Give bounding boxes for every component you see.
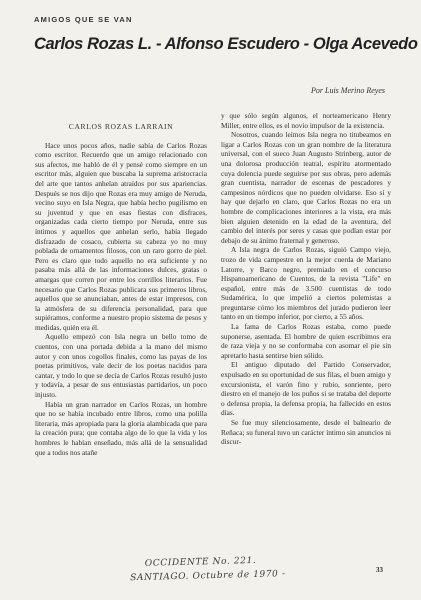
paragraph: Había un gran narrador en Carlos Rozas, un hombre que no se había incubado entre libros, como una polilla literaria, más apropiada para la gloria alambicada que para la creación pura; que contaba algo de lo que la vida y los hombres le habían enseñado, más allá de la sensualidad que a todos nos atañe [35,399,207,457]
page-number: 33 [376,566,383,574]
paragraph: Nosotros, cuando leímos Isla negra no titubeamos en ligar a Carlos Rozas con un gran nombre de la literatura universal, con el sueco Juan Augusto Strinberg, autor de una dolorosa producción teatral, espíritu atormentado cuya dolencia puede seguirse por sus obras, pero además gran cuentista, narrador de escenas de pescadores y campesinos nórdicos que no pueden olvidarse. Eso sí y hay que dejarlo en claro, que Carlos Rozas no era un hombre de complicaciones interiores a la vista, era más bien alguien detenido en la edad de la aventura, del cambio del interés por seres y casas que podían estar por debajo de su ánimo fraternal y generoso. [221,130,391,245]
section-header: AMIGOS QUE SE VAN [34,15,133,24]
handwritten-line-2: SANTIAGO. Octubre de 1970 - [130,569,286,584]
paragraph: A Isla negra de Carlos Rozas, siguió Campo viejo, trozo de vida campestre en la mejor cuerda de Mariano Latorre, y Barco negro, premiado en el concurso Hispanoamericano de Cuentos, de la revista "Life" en español, entre más de 3.500 cuentistas de todo Sudamérica, lo que impelió a ciertos polemistas a preguntarse cómo los miembros del jurado pudieron leer tanto en un tiempo inferior, por cierto, a 55 años. [221,245,391,322]
paragraph: Se fue muy silenciosamente, desde el balneario de Reñaca; su funeral tuvo un carácter íntimo sin anuncios ni discur- [221,418,391,447]
paragraph: Aquello empezó con Isla negra un bello tomo de cuentos, con una portada debida a la mano del mismo autor y con unos cogollos finales, como las payas de los poetas primitivos, vale decir de los poetas nacidos para cantar, y todo lo que se decía de Carlos Rozas resultó justo y todavía, a pesar de sus entusiastas partidarios, un poco injusto. [35,332,207,400]
paragraph: El antiguo diputado del Partido Conservador, expulsado en su oportunidad de sus filas, el buen amigo y excursionista, el varón fino y rubio, sonriente, pero diestro en el manejo de los puños si se trataba del deporte o defensa propia, la defensa propia, ha fallecido en estos días. [221,360,391,418]
paragraph: La fama de Carlos Rozas estaba, como puede suponerse, asentada. El hombre de quien escribimos era de raza vieja y no se conformaba con asomar el pie sin apretarlo hasta sentirse bien sólido. [221,322,391,360]
article-byline: Por Luis Merino Reyes [311,86,385,95]
handwritten-source-note [130,555,286,584]
handwritten-line-1: OCCIDENTE No. 221. [144,555,257,569]
paragraph: y que sólo según algunos, el norteamericano Henry Miller, entre ellos, es el novio impulsor de la existencia. [221,111,391,130]
article-title: Carlos Rozas L. - Alfonso Escudero - Olga Acevedo [34,35,418,53]
left-column [35,122,207,457]
paragraph: Hace unos pocos años, nadie sabía de Carlos Rozas como escritor. Recuerdo que un amigo relacionado con sus afectos, me habló de él y pensé como siempre en un escritor más, alguien que buscaba la suprema aristocracia del arte que tantos anhelan atraídos por sus apariencias. Después se nos dijo que Rozas era muy amigo de Neruda, vecino suyo en Isla Negra, que había hecho pugilismo en su juventud y que en esas fiestas con disfraces, organizadas cada cierto tiempo por Neruda, entre sus íntimos y aquellos que anhelan serlo, había llegado disfrazado de cosaco, cubierta su cabeza yo no muy poblada de ornamentos filosos, con un raro gorro de piel. Pero es claro que todo aquello no era suficiente y no pasaba más allá de las informaciones dulces, gratas o amargas que corren por entre los corrillos literarios. Fue necesario que Carlos Rozas publicara sus primeros libros, aquellos que se anunciaban, antes de estar impresos, con la atmósfera de su diferencia personalidad, para que supiéramos, conforme a nuestro propio sistema de pesos y medidas, quién era él. [35,140,207,332]
article-subheading: CARLOS ROZAS LARRAIN [68,122,174,131]
right-column [221,111,391,447]
